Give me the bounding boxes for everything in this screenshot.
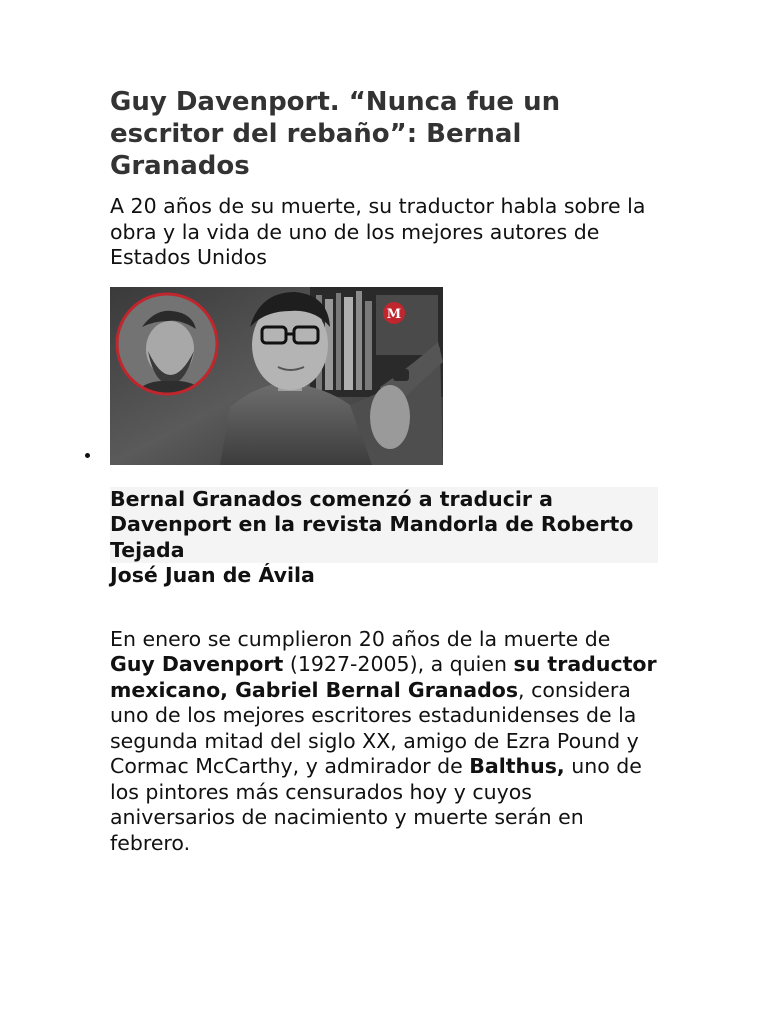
article [110,86,658,856]
article-body [110,627,658,857]
body-text-4: uno de los pintores más censurados hoy y cuyos aniversarios de nacimiento y muerte serán en febrero. [110,754,642,855]
body-bold-translator: su traductor mexicano, Gabriel Bernal Granados [110,652,657,702]
article-photo [110,287,443,465]
body-bold-balthus: Balthus, [469,754,565,778]
logo-letter: M [386,306,402,322]
article-author: José Juan de Ávila [110,563,315,587]
photo-caption: Bernal Granados comenzó a traducir a Davenport en la revista Mandorla de Roberto Tejada [110,486,634,562]
body-text-1: En enero se cumplieron 20 años de la muerte de [110,626,611,651]
article-subtitle: A 20 años de su muerte, su traductor habla sobre la obra y la vida de uno de los mejores autores de Estados Unidos [110,194,646,269]
article-title: Guy Davenport. “Nunca fue un escritor del rebaño”: Bernal Granados [110,87,561,181]
body-bold-guy-davenport: Guy Davenport [110,652,284,676]
list-bullet [85,453,90,458]
figure [110,287,658,465]
caption-box [110,487,658,564]
body-text-2: (1927-2005), a quien [283,652,514,676]
body-text-3: , considera uno de los mejores escritores estadunidenses de la segunda mitad del siglo XX, amigo de Ezra Pound y Cormac McCarthy, y admirador de [110,677,639,778]
